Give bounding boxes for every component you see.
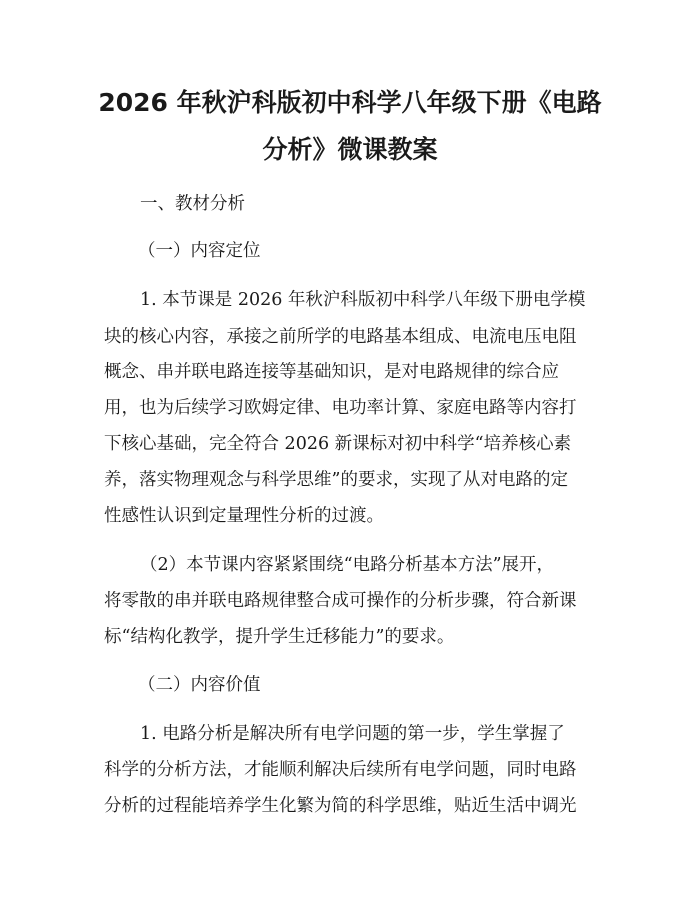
subsection-heading-content-positioning: （一）内容定位 [138,241,261,261]
paragraph-1-line: 用，也为后续学习欧姆定律、电功率计算、家庭电路等内容打 [104,398,577,418]
paragraph-1-line: 概念、串并联电路连接等基础知识，是对电路规律的综合应 [104,362,559,382]
paragraph-3-line: 1. 电路分析是解决所有电学问题的第一步，学生掌握了 [140,724,565,744]
paragraph-2-line: 标“结构化教学，提升学生迁移能力”的要求。 [104,627,455,647]
paragraph-1-line: 块的核心内容，承接之前所学的电路基本组成、电流电压电阻 [104,327,577,347]
paragraph-3-line: 科学的分析方法，才能顺利解决后续所有电学问题，同时电路 [104,760,577,780]
subsection-heading-content-value: （二）内容价值 [138,675,261,695]
paragraph-1-line: 养，落实物理观念与科学思维”的要求，实现了从对电路的定 [104,470,568,490]
paragraph-3-line: 分析的过程能培养学生化繁为简的科学思维，贴近生活中调光 [104,796,577,816]
paragraph-1-line: 性感性认识到定量理性分析的过渡。 [104,506,384,526]
paragraph-2-line: （2）本节课内容紧紧围绕“电路分析基本方法”展开， [140,555,555,575]
document-title-line-2: 分析》微课教案 [262,135,438,164]
paragraph-2-line: 将零散的串并联电路规律整合成可操作的分析步骤，符合新课 [104,591,577,611]
document-title-line-1: 2026 年秋沪科版初中科学八年级下册《电路 [98,88,602,117]
paragraph-1-line: 1. 本节课是 2026 年秋沪科版初中科学八年级下册电学模 [140,290,586,310]
paragraph-1-line: 下核心基础，完全符合 2026 新课标对初中科学“培养核心素 [104,434,572,454]
section-heading-teaching-material-analysis: 一、教材分析 [140,194,245,214]
